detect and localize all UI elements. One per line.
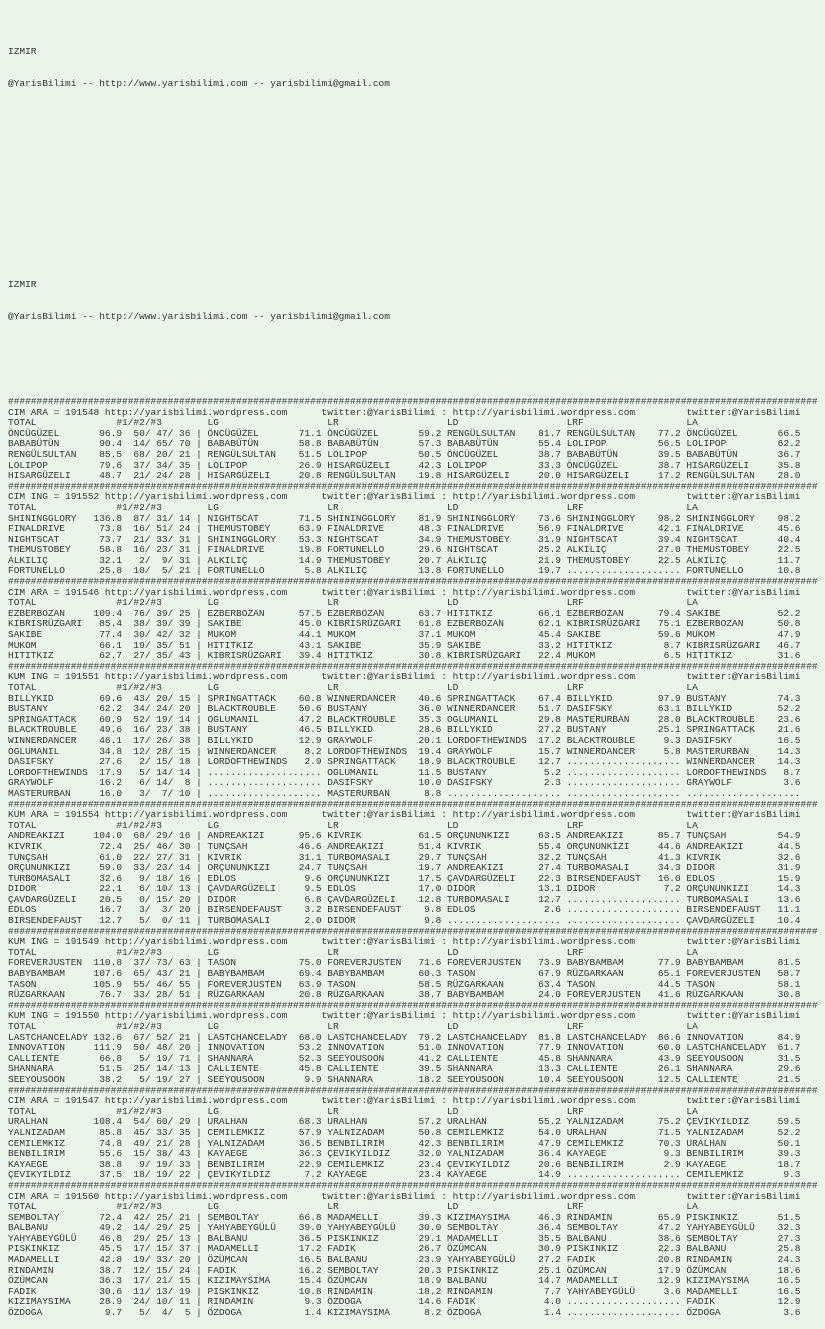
horse-row: SHININGGLORY 136.8 87/ 31/ 14 | NIGHTSCAT 71.5 SHININGGLORY 81.9 SHININGGLORY 73.6 SHININGGLORY 98.2 SHININGGLORY 98.2 [8, 512, 801, 524]
race-block [8, 1001, 825, 1086]
horse-row: BABABÜTÜN 90.4 14/ 65/ 70 | BABABÜTÜN 58.8 BABABÜTÜN 57.3 BABABÜTÜN 55.4 LOLIPOP 56.5 LOLIPOP 62.2 [8, 438, 801, 450]
horse-row: SEEYOUSOON 38.2 5/ 19/ 27 | SEEYOUSOON 9.9 SHANNARA 18.2 SEEYOUSOON 10.4 SEEYOUSOON 12.5 CALLIENTE 21.5 [8, 1073, 801, 1085]
horse-row: BIRSENDEFAUST 12.7 5/ 0/ 11 | TURBOMASALI 2.0 DIDOR 9.8 .................... .................... ÇAVDARGÜZELI 10.4 [8, 915, 801, 927]
horse-row: ÖZÜMCAN 36.3 17/ 21/ 15 | KIZIMAYSIMA 15.4 ÖZÜMCAN 18.9 BALBANU 14.7 MADAMELLI 12.9 KIZIMAYSIMA 16.5 [8, 1275, 801, 1287]
location-line: IZMIR [8, 279, 37, 291]
column-header-line: TOTAL #1/#2/#3 LG LR LD LRF LA [8, 1021, 698, 1032]
horse-row: BENBILIRIM 55.6 15/ 38/ 43 | KAYAEGE 36.3 ÇEVIKYILDIZ 32.0 YALNIZADAM 36.4 KAYAEGE 9.3 BENBILIRIM 39.3 [8, 1148, 801, 1160]
horse-row: ORÇUNUNKIZI 59.0 33/ 23/ 14 | ORÇUNUNKIZI 24.7 TUNÇSAH 19.7 ANDREAKIZI 27.4 TURBOMASALI 34.3 DIDOR 31.9 [8, 862, 801, 874]
horse-row: WINNERDANCER 46.1 17/ 26/ 38 | BILLYKID 12.9 GRAYWOLF 20.1 LORDOFTHEWINDS 17.2 BLACKTROUBLE 9.3 DASIFSKY 16.5 [8, 734, 801, 746]
horse-row: FORTUNELLO 25.8 10/ 5/ 21 | FORTUNELLO 5.8 ALKILIÇ 13.8 FORTUNELLO 19.7 .................... FORTUNELLO 10.8 [8, 565, 801, 577]
race-blocks [8, 397, 825, 1319]
horse-row: TUNÇSAH 61.0 22/ 27/ 31 | KIVRIK 31.1 TURBOMASALI 29.7 TUNÇSAH 32.2 TUNÇSAH 41.3 KIVRIK 32.6 [8, 851, 801, 863]
horse-row: LORDOFTHEWINDS 17.9 5/ 14/ 14 | .................... OGLUMANIL 11.5 BUSTANY 5.2 .................... LORDOFTHEWINDS 8.7 [8, 766, 801, 778]
horse-row: FADIK 30.6 11/ 13/ 19 | PISKINKIZ 10.8 RINDAMIN 18.2 RINDAMIN 7.7 YAHYABEYGÜLÜ 3.6 MADAMELLI 16.5 [8, 1285, 801, 1297]
horse-row: BILLYKID 69.6 43/ 20/ 15 | SPRINGATTACK 60.8 WINNERDANCER 40.6 SPRINGATTACK 67.4 BILLYKID 97.9 BUSTANY 74.3 [8, 692, 801, 704]
column-header-line: TOTAL #1/#2/#3 LG LR LD LRF LA [8, 597, 698, 609]
separator-line: ############################################################################################################################################## [8, 395, 818, 407]
horse-row: GRAYWOLF 16.2 6/ 14/ 8 | .................... DASIFSKY 10.0 DASIFSKY 2.3 .................... GRAYWOLF 3.6 [8, 777, 801, 789]
separator-line: ############################################################################################################################################## [8, 480, 818, 492]
block-header-line: CIM ING = 191552 http://yarisbilimi.wordpress.com twitter:@YarisBilimi : http://yarisbilimi.wordpress.com twitter:@YarisBilimi [8, 491, 801, 503]
horse-row: DASIFSKY 27.6 2/ 15/ 18 | LORDOFTHEWINDS 2.9 SPRINGATTACK 18.9 BLACKTROUBLE 12.7 .................... WINNERDANCER 14.3 [8, 756, 801, 768]
separator-line: ############################################################################################################################################## [8, 1179, 818, 1191]
horse-row: KIVRIK 72.4 25/ 46/ 30 | TUNÇSAH 46.6 ANDREAKIZI 51.4 KIVRIK 55.4 ORÇUNUNKIZI 44.6 ANDREAKIZI 44.5 [8, 840, 801, 852]
masthead-top [8, 26, 825, 111]
horse-row: EZBERBOZAN 109.4 76/ 39/ 25 | EZBERBOZAN 57.5 EZBERBOZAN 63.7 HITITKIZ 66.1 EZBERBOZAN 79.4 SAKIBE 52.2 [8, 607, 801, 619]
horse-row: KIZIMAYSIMA 28.9 24/ 10/ 11 | RINDAMIN 9.3 ÖZDOGA 14.6 FADIK 4.0 .................... FADIK 12.9 [8, 1296, 801, 1308]
horse-row: HITITKIZ 62.7 27/ 35/ 43 | KIBRISRÜZGARI 39.4 HITITKIZ 30.8 KIBRISRÜZGARI 22.4 MUKOM 6.5 HITITKIZ 31.6 [8, 650, 801, 662]
horse-row: EDLOS 16.7 3/ 3/ 20 | BIRSENDEFAUST 3.2 BIRSENDEFAUST 9.8 EDLOS 2.6 .................... BIRSENDEFAUST 11.1 [8, 904, 801, 916]
horse-row: KIBRISRÜZGARI 85.4 38/ 39/ 39 | SAKIBE 45.0 KIBRISRÜZGARI 61.8 EZBERBOZAN 62.1 KIBRISRÜZGARI 75.1 EZBERBOZAN 50.8 [8, 618, 801, 630]
block-header-line: KUM ING = 191550 http://yarisbilimi.wordpress.com twitter:@YarisBilimi : http://yarisbilimi.wordpress.com twitter:@YarisBilimi [8, 1010, 801, 1022]
contact-line: @YarisBilimi -- http://www.yarisbilimi.com -- yarisbilimi@gmail.com [8, 78, 390, 90]
column-header-line: TOTAL #1/#2/#3 LG LR LD LRF LA [8, 417, 698, 429]
blank-line [8, 132, 825, 143]
race-block [8, 1086, 825, 1181]
horse-row: OGLUMANIL 34.8 12/ 28/ 15 | WINNERDANCER 8.2 LORDOFTHEWINDS 19.4 GRAYWOLF 15.7 WINNERDANCER 5.8 MASTERURBAN 14.3 [8, 745, 801, 757]
horse-row: MASTERURBAN 16.0 3/ 7/ 10 | .................... MASTERURBAN 8.8 .................... .................... .................... [8, 787, 801, 799]
column-header-line: TOTAL #1/#2/#3 LG LR LD LRF LA [8, 1105, 698, 1117]
block-header-line: CIM ARA = 191560 http://yarisbilimi.wordpress.com twitter:@YarisBilimi : http://yarisbilimi.wordpress.com twitter:@YarisBilimi [8, 1190, 801, 1202]
horse-row: INNOVATION 111.9 50/ 48/ 20 | INNOVATION 53.2 INNOVATION 51.0 INNOVATION 77.9 INNOVATION 60.0 LASTCHANCELADY 61.7 [8, 1042, 801, 1054]
horse-row: ÖZDOGA 9.7 5/ 4/ 5 | ÖZDOGA 1.4 KIZIMAYSIMA 8.2 ÖZDOGA 1.4 .................... ÖZDOGA 3.6 [8, 1307, 801, 1319]
horse-row: RENGÜLSULTAN 85.5 68/ 20/ 21 | RENGÜLSULTAN 51.5 LOLIPOP 50.5 ÖNCÜGÜZEL 38.7 BABABÜTÜN 39.5 BABABÜTÜN 36.7 [8, 448, 801, 460]
horse-row: SEMBOLTAY 72.4 42/ 25/ 21 | SEMBOLTAY 66.8 MADAMELLI 39.3 KIZIMAYSIMA 46.3 RINDAMIN 65.9 PISKINKIZ 51.5 [8, 1211, 801, 1223]
race-block [8, 662, 825, 800]
horse-row: ÖNCÜGÜZEL 96.9 50/ 47/ 36 | ÖNCÜGÜZEL 71.1 ÖNCÜGÜZEL 59.2 RENGÜLSULTAN 81.7 RENGÜLSULTAN 77.2 ÖNCÜGÜZEL 66.5 [8, 427, 801, 439]
horse-row: RÜZGARKAAN 76.7 33/ 28/ 51 | RÜZGARKAAN 20.8 RÜZGARKAAN 38.7 BABYBAMBAM 24.0 FOREVERJUSTEN 41.6 RÜZGARKAAN 30.8 [8, 989, 801, 1001]
horse-row: ALKILIÇ 32.1 2/ 9/ 31 | ALKILIÇ 14.9 THEMUSTOBEY 20.7 ALKILIÇ 21.9 THEMUSTOBEY 22.5 ALKILIÇ 11.7 [8, 554, 801, 566]
horse-row: LASTCHANCELADY 132.6 67/ 52/ 21 | LASTCHANCELADY 68.0 LASTCHANCELADY 79.2 LASTCHANCELADY 81.8 LASTCHANCELADY 86.6 INNOVATION 84.9 [8, 1031, 801, 1043]
horse-row: BALBANU 49.2 14/ 29/ 25 | YAHYABEYGÜLÜ 39.0 YAHYABEYGÜLÜ 30.0 SEMBOLTAY 36.4 SEMBOLTAY 47.2 YAHYABEYGÜLÜ 32.3 [8, 1222, 801, 1234]
horse-row: CALLIENTE 66.8 5/ 19/ 71 | SHANNARA 52.3 SEEYOUSOON 41.2 CALLIENTE 45.8 SHANNARA 43.9 SEEYOUSOON 31.5 [8, 1052, 801, 1064]
horse-row: DIDOR 22.1 6/ 10/ 13 | ÇAVDARGÜZELI 9.5 EDLOS 17.0 DIDOR 13.1 DIDOR 7.2 ORÇUNUNKIZI 14.3 [8, 883, 801, 895]
horse-row: SHANNARA 51.5 25/ 14/ 13 | CALLIENTE 45.8 CALLIENTE 39.5 SHANNARA 13.3 CALLIENTE 26.1 SHANNARA 29.6 [8, 1063, 801, 1075]
horse-row: ÇEVIKYILDIZ 37.5 18/ 19/ 22 | ÇEVIKYILDIZ 7.2 KAYAEGE 23.4 KAYAEGE 14.9 .................... CEMILEMKIZ 9.3 [8, 1169, 801, 1181]
race-block [8, 482, 825, 577]
horse-row: TURBOMASALI 32.6 9/ 18/ 16 | EDLOS 9.6 ORÇUNUNKIZI 17.5 ÇAVDARGÜZELI 22.3 BIRSENDEFAUST 16.0 EDLOS 15.9 [8, 872, 801, 884]
contact-line: @YarisBilimi -- http://www.yarisbilimi.com -- yarisbilimi@gmail.com [8, 311, 390, 323]
horse-row: HISARGÜZELI 48.7 21/ 24/ 28 | HISARGÜZELI 20.8 RENGÜLSULTAN 19.8 HISARGÜZELI 20.0 HISARGÜZELI 17.2 RENGÜLSULTAN 28.0 [8, 470, 801, 482]
race-block [8, 800, 825, 927]
block-header-line: CIM ARA = 191548 http://yarisbilimi.wordpress.com twitter:@YarisBilimi : http://yarisbilimi.wordpress.com twitter:@YarisBilimi [8, 406, 801, 418]
horse-row: NIGHTSCAT 73.7 21/ 33/ 31 | SHININGGLORY 53.3 NIGHTSCAT 34.9 THEMUSTOBEY 31.9 NIGHTSCAT 39.4 NIGHTSCAT 40.4 [8, 533, 801, 545]
horse-row: BLACKTROUBLE 49.6 16/ 23/ 38 | BUSTANY 46.5 BILLYKID 28.6 BILLYKID 27.2 BUSTANY 25.1 SPRINGATTACK 21.6 [8, 724, 801, 736]
column-header-line: TOTAL #1/#2/#3 LG LR LD LRF LA [8, 819, 698, 831]
horse-row: CEMILEMKIZ 74.8 49/ 21/ 28 | YALNIZADAM 36.5 BENBILIRIM 42.3 BENBILIRIM 47.9 CEMILEMKIZ 70.3 URALHAN 50.1 [8, 1137, 801, 1149]
separator-line: ############################################################################################################################################## [8, 798, 818, 810]
column-header-line: TOTAL #1/#2/#3 LG LR LD LRF LA [8, 1201, 698, 1213]
block-header-line: CIM ARA = 191546 http://yarisbilimi.wordpress.com twitter:@YarisBilimi : http://yarisbilimi.wordpress.com twitter:@YarisBilimi [8, 586, 801, 598]
horse-row: RINDAMIN 38.7 12/ 15/ 24 | FADIK 16.2 SEMBOLTAY 20.3 PISKINKIZ 25.1 ÖZÜMCAN 17.9 ÖZÜMCAN 18.6 [8, 1264, 801, 1276]
horse-row: BUSTANY 62.2 34/ 24/ 20 | BLACKTROUBLE 50.6 BUSTANY 36.0 WINNERDANCER 51.7 DASIFSKY 63.1 BILLYKID 52.2 [8, 703, 801, 715]
horse-row: THEMUSTOBEY 58.8 16/ 23/ 31 | FINALDRIVE 19.8 FORTUNELLO 29.6 NIGHTSCAT 25.2 ALKILIÇ 27.0 THEMUSTOBEY 22.5 [8, 544, 801, 556]
blank-line [8, 196, 825, 207]
horse-row: LOLIPOP 79.6 37/ 34/ 35 | LOLIPOP 26.9 HISARGÜZELI 42.3 LOLIPOP 33.3 ÖNCÜGÜZEL 38.7 HISARGÜZELI 35.8 [8, 459, 801, 471]
separator-line: ############################################################################################################################################## [8, 576, 818, 588]
horse-row: ÇAVDARGÜZELI 20.5 0/ 15/ 20 | DIDOR 6.8 ÇAVDARGÜZELI 12.8 TURBOMASALI 12.7 .................... TURBOMASALI 13.6 [8, 893, 801, 905]
race-block [8, 397, 825, 482]
blank-line [8, 227, 825, 238]
block-header-line: KUM ING = 191551 http://yarisbilimi.wordpress.com twitter:@YarisBilimi : http://yarisbilimi.wordpress.com twitter:@YarisBilimi [8, 671, 801, 683]
block-header-line: KUM ARA = 191554 http://yarisbilimi.wordpress.com twitter:@YarisBilimi : http://yarisbilimi.wordpress.com twitter:@YarisBilimi [8, 809, 801, 821]
blank-line [8, 164, 825, 175]
column-header-line: TOTAL #1/#2/#3 LG LR LD LRF LA [8, 946, 698, 958]
horse-row: MUKOM 66.1 19/ 35/ 51 | HITITKIZ 43.1 SAKIBE 35.9 SAKIBE 33.2 HITITKIZ 8.7 KIBRISRÜZGARI 46.7 [8, 639, 801, 651]
separator-line: ############################################################################################################################################## [8, 1084, 818, 1096]
horse-row: FINALDRIVE 73.8 16/ 51/ 24 | THEMUSTOBEY 63.9 FINALDRIVE 48.3 FINALDRIVE 56.9 FINALDRIVE 42.1 FINALDRIVE 45.6 [8, 523, 801, 535]
horse-row: SPRINGATTACK 60.9 52/ 19/ 14 | OGLUMANIL 47.2 BLACKTROUBLE 35.3 OGLUMANIL 29.8 MASTERURBAN 28.0 BLACKTROUBLE 23.6 [8, 713, 801, 725]
horse-row: YALNIZADAM 85.8 45/ 33/ 35 | CEMILEMKIZ 57.9 YALNIZADAM 50.8 CEMILEMKIZ 54.0 URALHAN 71.5 YALNIZADAM 52.2 [8, 1126, 801, 1138]
horse-row: TASON 105.9 55/ 46/ 55 | FOREVERJUSTEN 63.9 TASON 58.5 RÜZGARKAAN 63.4 TASON 44.5 TASON 58.1 [8, 978, 801, 990]
horse-row: URALHAN 108.4 54/ 60/ 29 | URALHAN 68.3 URALHAN 57.2 URALHAN 55.2 YALNIZADAM 75.2 ÇEVIKYILDIZ 59.5 [8, 1116, 801, 1128]
horse-row: YAHYABEYGÜLÜ 46.8 29/ 25/ 13 | BALBANU 36.5 PISKINKIZ 29.1 MADAMELLI 35.5 BALBANU 38.6 SEMBOLTAY 27.3 [8, 1232, 801, 1244]
block-header-line: KUM ING = 191549 http://yarisbilimi.wordpress.com twitter:@YarisBilimi : http://yarisbilimi.wordpress.com twitter:@YarisBilimi [8, 936, 801, 948]
separator-line: ############################################################################################################################################## [8, 999, 818, 1011]
horse-row: ANDREAKIZI 104.0 68/ 29/ 16 | ANDREAKIZI 95.6 KIVRIK 61.5 ORÇUNUNKIZI 63.5 ANDREAKIZI 85.7 TUNÇSAH 54.9 [8, 830, 801, 842]
horse-row: KAYAEGE 38.8 9/ 19/ 33 | BENBILIRIM 22.9 CEMILEMKIZ 23.4 ÇEVIKYILDIZ 20.6 BENBILIRIM 2.9 KAYAEGE 18.7 [8, 1158, 801, 1170]
separator-line: ############################################################################################################################################## [8, 925, 818, 937]
horse-row: FOREVERJUSTEN 110.8 37/ 73/ 63 | TASON 75.0 FOREVERJUSTEN 71.6 FOREVERJUSTEN 73.9 BABYBAMBAM 77.9 BABYBAMBAM 81.5 [8, 957, 801, 969]
race-block [8, 577, 825, 662]
race-block [8, 927, 825, 1001]
location-line: IZMIR [8, 46, 37, 58]
block-header-line: CIM ARA = 191547 http://yarisbilimi.wordpress.com twitter:@YarisBilimi : http://yarisbilimi.wordpress.com twitter:@YarisBilimi [8, 1095, 801, 1107]
race-block [8, 1181, 825, 1319]
blank-line [8, 365, 825, 376]
separator-line: ############################################################################################################################################## [8, 660, 818, 672]
horse-row: PISKINKIZ 45.5 17/ 15/ 37 | MADAMELLI 17.2 FADIK 26.7 ÖZÜMCAN 30.9 PISKINKIZ 22.3 BALBANU 25.8 [8, 1243, 801, 1255]
column-header-line: TOTAL #1/#2/#3 LG LR LD LRF LA [8, 682, 698, 693]
horse-row: MADAMELLI 42.8 19/ 33/ 20 | ÖZÜMCAN 16.5 BALBANU 23.9 YAHYABEYGÜLÜ 27.2 FADIK 20.8 RINDAMIN 24.3 [8, 1254, 801, 1266]
column-header-line: TOTAL #1/#2/#3 LG LR LD LRF LA [8, 501, 698, 513]
horse-row: SAKIBE 77.4 30/ 42/ 32 | MUKOM 44.1 MUKOM 37.1 MUKOM 45.4 SAKIBE 59.6 MUKOM 47.9 [8, 629, 801, 641]
horse-row: BABYBAMBAM 107.6 65/ 43/ 21 | BABYBAMBAM 69.4 BABYBAMBAM 60.3 TASON 67.9 RÜZGARKAAN 65.1 FOREVERJUSTEN 58.7 [8, 968, 801, 980]
masthead-repeat [8, 259, 825, 344]
